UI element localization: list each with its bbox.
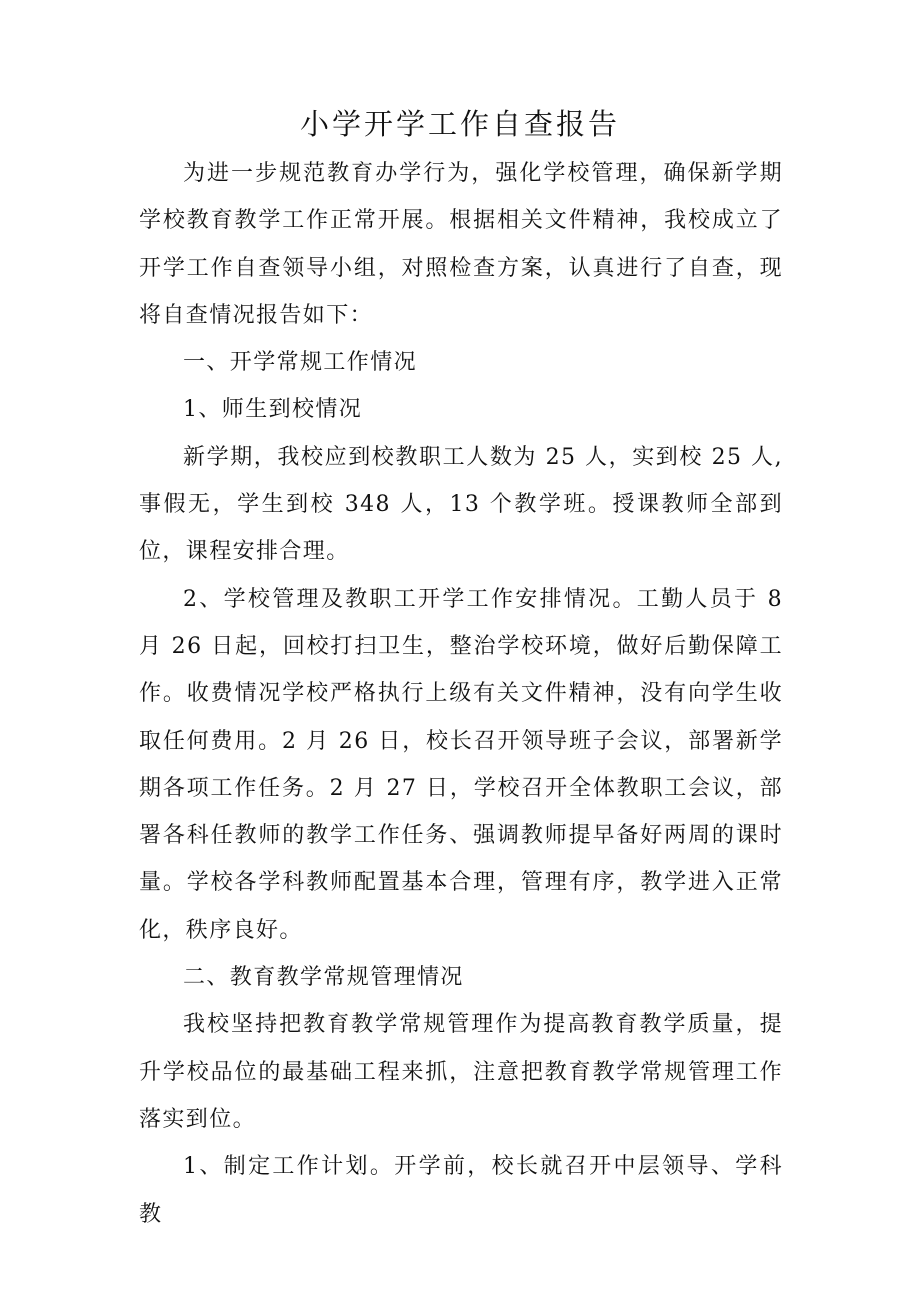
document-title: 小学开学工作自查报告 xyxy=(299,107,620,141)
document-body xyxy=(139,150,783,1238)
section-heading-teaching-management: 二、教育教学常规管理情况 xyxy=(183,965,464,991)
intro-paragraph: 为进一步规范教育办学行为，强化学校管理，确保新学期学校教育教学工作正常开展。根据相关文件精神，我校成立了开学工作自查领导小组，对照检查方案，认真进行了自查，现将自查情况报告如下： xyxy=(139,161,783,328)
subsection-heading-attendance: 1、师生到校情况 xyxy=(183,397,363,423)
section-heading-routine-work: 一、开学常规工作情况 xyxy=(183,350,418,376)
attendance-paragraph: 新学期，我校应到校教职工人数为 25 人，实到校 25 人,事假无，学生到校 348 人，13 个教学班。授课教师全部到位，课程安排合理。 xyxy=(139,444,783,565)
management-paragraph: 2、学校管理及教职工开学工作安排情况。工勤人员于 8 月 26 日起，回校打扫卫生，整治学校环境，做好后勤保障工作。收费情况学校严格执行上级有关文件精神，没有向学生收取任何费用。2 月 26 日，校长召开领导班子会议，部署新学期各项工作任务。2 月 27 日，学校召开全体教职工会议，部署各科任教师的教学工作任务、强调教师提早备好两周的课时量。学校各学科教师配置基本合理，管理有序，教学进入正常化，秩序良好。 xyxy=(139,586,783,943)
teaching-management-paragraph: 我校坚持把教育教学常规管理作为提高教育教学质量，提升学校品位的最基础工程来抓，注意把教育教学常规管理工作落实到位。 xyxy=(139,1012,783,1132)
work-plan-paragraph: 1、制定工作计划。开学前，校长就召开中层领导、学科教 xyxy=(139,1154,783,1227)
